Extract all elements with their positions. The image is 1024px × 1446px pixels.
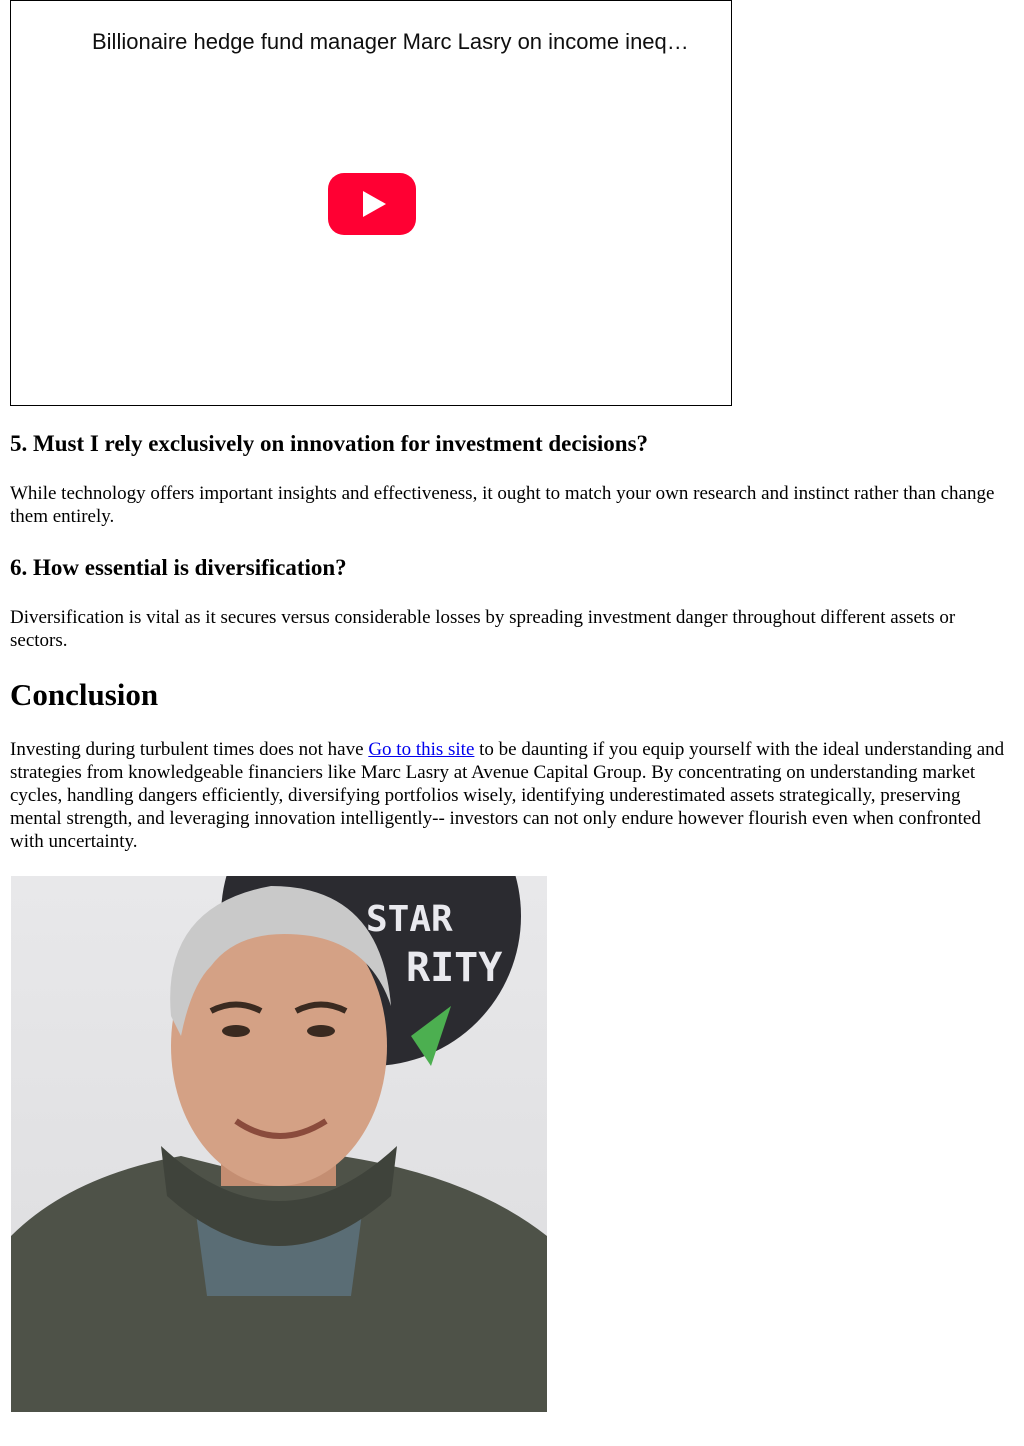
video-title[interactable]: Billionaire hedge fund manager Marc Lasry on income ineq…: [92, 29, 689, 54]
conclusion-heading: Conclusion: [10, 677, 159, 712]
right-eye: [307, 1025, 335, 1037]
conclusion-text-end: to be daunting if you equip yourself with the ideal understanding and strategies from knowledgeable financiers like Marc Lasry at Avenue Capital Group. By concentrating on understanding market cycles, handling dangers efficiently, diversifying portfolios wisely, identifying underestimated assets strategically, preserving mental strength, and leveraging innovation intelligently-- investors can not only endure however flourish even when confronted with uncertainty.: [10, 739, 1005, 852]
play-button-icon[interactable]: [328, 173, 416, 235]
backdrop-text-rity: RITY: [406, 945, 503, 991]
backdrop-text-star: STAR: [366, 899, 453, 940]
portrait-illustration: [11, 876, 547, 1412]
conclusion-paragraph: [10, 738, 1014, 853]
faq-5-answer: While technology offers important insights and effectiveness, it ought to match your own research and instinct rather than change them entirely.: [10, 483, 995, 527]
faq-6-answer: Diversification is vital as it secures versus considerable losses by spreading investment danger throughout different assets or sectors.: [10, 607, 956, 651]
faq-5-heading: 5. Must I rely exclusively on innovation for investment decisions?: [10, 431, 649, 456]
go-to-site-link[interactable]: Go to this site: [368, 739, 475, 760]
portrait-photo: [11, 876, 547, 1412]
faq-6-heading: 6. How essential is diversification?: [10, 555, 347, 580]
conclusion-text-start: Investing during turbulent times does not have: [10, 739, 369, 760]
youtube-embed[interactable]: [10, 0, 732, 406]
left-eye: [222, 1025, 250, 1037]
